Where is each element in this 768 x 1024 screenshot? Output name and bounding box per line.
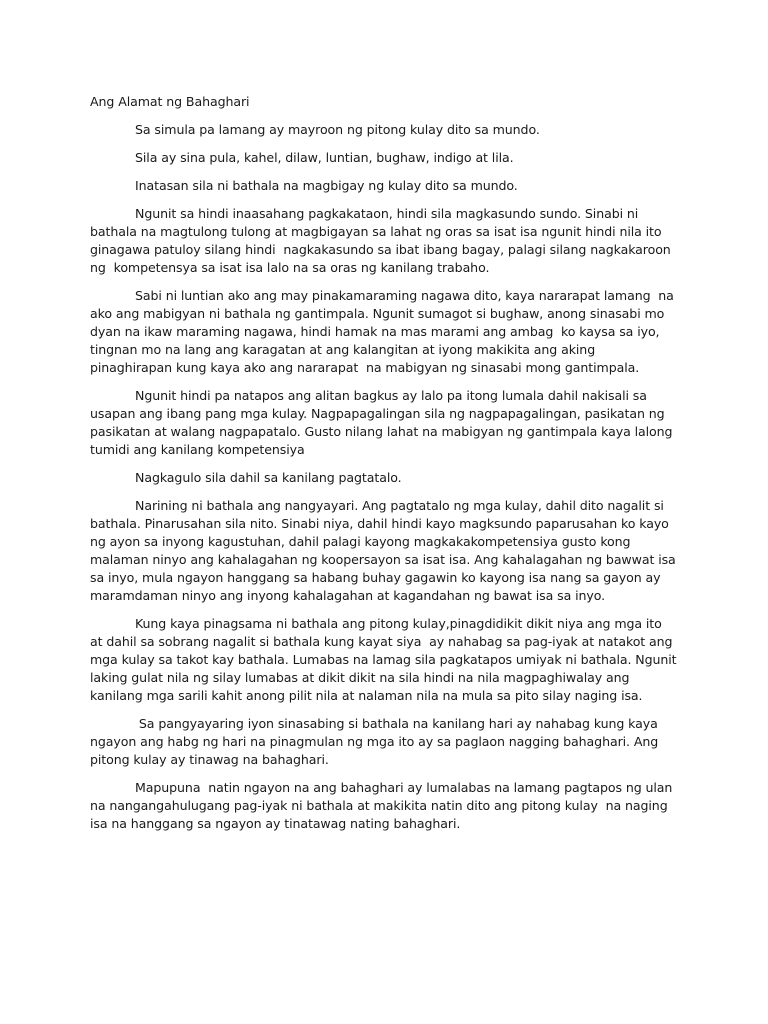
paragraph-9: Kung kaya pinagsama ni bathala ang pitong kulay,pinagdidikit dikit niya ang mga ito at dahil sa sobrang nagalit si bathala kung kayat siya ay nahabag sa pag-iyak at natakot ang mga kulay sa takot kay bathala. Lumabas na lamag sila pagkatapos umiyak ni bathala. Ngunit laking gulat nila ng silay lumabas at dikit dikit na sila hindi na nila magpaghiwalay ang kanilang mga sarili kahit anong pilit nila at nalaman nila na mula sa pito silay naging isa. (90, 616, 681, 703)
paragraph-3: Inatasan sila ni bathala na magbigay ng kulay dito sa mundo. (135, 178, 518, 193)
paragraph-4: Ngunit sa hindi inaasahang pagkakataon, hindi sila magkasundo sundo. Sinabi ni bathala na magtulong tulong at magbigayan sa lahat ng oras sa isat isa ngunit hindi nila ito ginagawa patuloy silang hindi nagkakasundo sa ibat ibang bagay, palagi silang nagkakaroon ng kompetensya sa isat isa lalo na sa oras ng kanilang trabaho. (90, 206, 675, 275)
paragraph-6: Ngunit hindi pa natapos ang alitan bagkus ay lalo pa itong lumala dahil nakisali sa usapan ang ibang pang mga kulay. Nagpapagalingan sila ng nagpapagalingan, pasikatan ng pasikatan at walang nagpapatalo. Gusto nilang lahat na mabigyan ng gantimpala kaya lalong tumidi ang kanilang kompetensiya (90, 388, 677, 457)
paragraph-5: Sabi ni luntian ako ang may pinakamaraming nagawa dito, kaya nararapat lamang na ako ang mabigyan ni bathala ng gantimpala. Ngunit sumagot si bughaw, anong sinasabi mo dyan na ikaw maraming nagawa, hindi hamak na mas marami ang ambag ko kaysa sa iyo, tingnan mo na lang ang karagatan at ang kalangitan at iyong makikita ang aking pinaghirapan kung kaya ako ang nararapat na mabigyan ng sinasabi mong gantimpala. (90, 288, 678, 375)
paragraph-11: Mapupuna natin ngayon na ang bahaghari ay lumalabas na lamang pagtapos ng ulan na nangangahulugang pag-iyak ni bathala at makikita natin dito ang pitong kulay na naging isa na hanggang sa ngayon ay tinatawag nating bahaghari. (90, 780, 677, 831)
paragraph-10: Sa pangyayaring iyon sinasabing si bathala na kanilang hari ay nahabag kung kaya ngayon ang habg ng hari na pinagmulan ng mga ito ay sa paglaon nagging bahaghari. Ang pitong kulay ay tinawag na bahaghari. (90, 716, 663, 767)
paragraph-8: Narining ni bathala ang nangyayari. Ang pagtatalo ng mga kulay, dahil dito nagalit si bathala. Pinarusahan sila nito. Sinabi niya, dahil hindi kayo magksundo paparusahan ko kayo ng ayon sa inyong kagustuhan, dahil palagi kayong magkakakompetensiya gusto kong malaman ninyo ang kahalagahan ng koopersayon sa isat isa. Ang kahalagahan ng bawwat isa sa inyo, mula ngayon hanggang sa habang buhay gagawin ko kayong isa nang sa gayon ay maramdaman ninyo ang inyong kahalagahan at kagandahan ng bawat isa sa inyo. (90, 498, 680, 603)
paragraph-1: Sa simula pa lamang ay mayroon ng pitong kulay dito sa mundo. (135, 122, 540, 137)
paragraph-2: Sila ay sina pula, kahel, dilaw, luntian, bughaw, indigo at lila. (135, 150, 514, 165)
document-title: Ang Alamat ng Bahaghari (90, 94, 250, 109)
paragraph-7: Nagkagulo sila dahil sa kanilang pagtatalo. (135, 470, 402, 485)
